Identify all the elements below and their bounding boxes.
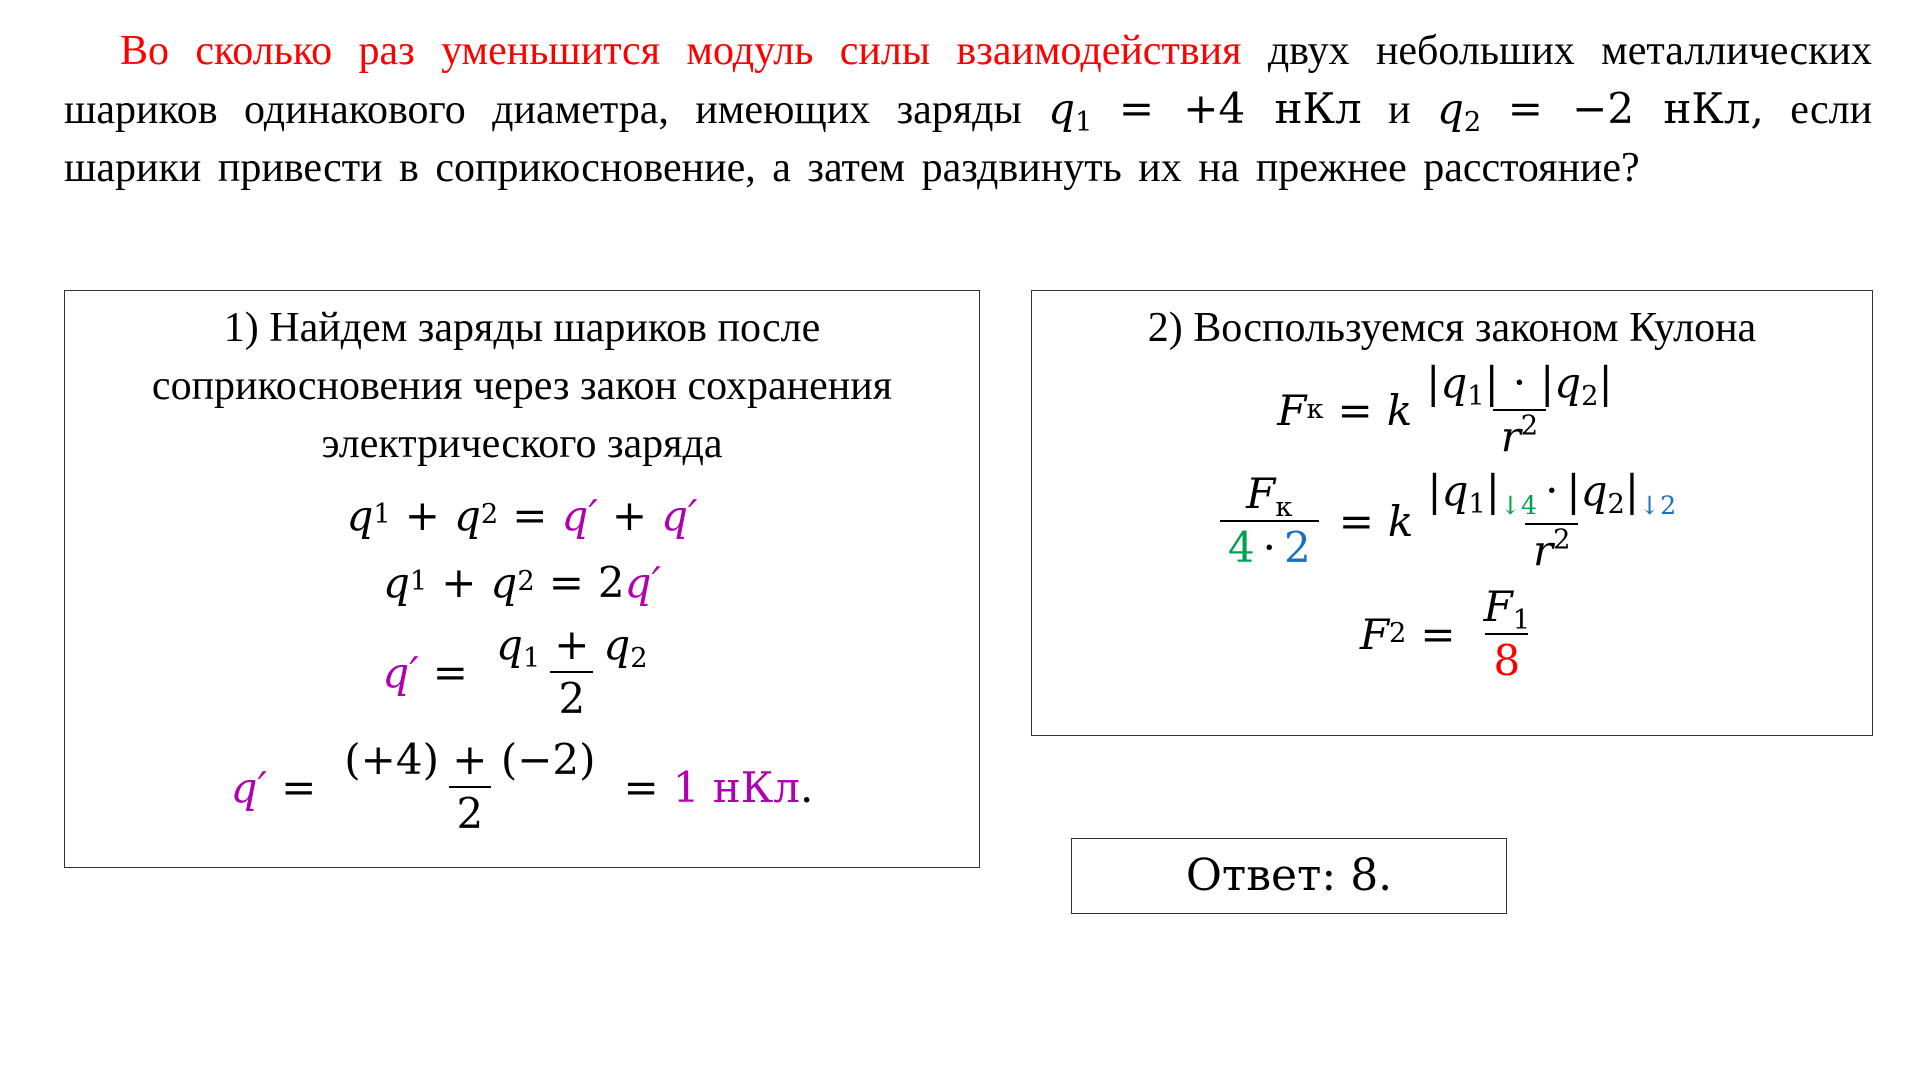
fraction-q-sum: $\frac{q_1 + q_2}{2}$ [495,619,648,723]
eq-coulomb-reduced: $\frac{F_к}{4 \cdot 2}$ = k $\frac{|q_1|_{↓4} \cdot |q_2|_{↓2}}{r^2}$ [1032,463,1872,579]
q-prime-result: 1 нКл [672,762,800,812]
problem-statement [64,22,1872,197]
problem-text-1: двух небольших металлических шариков одинакового диаметра, имеющих заряды [64,28,1872,133]
q2-symbol: $q_2$ [1437,84,1482,139]
fraction-numeric: $\frac{(+4) + (-2)}{2}$ [344,734,596,838]
answer-box [1071,838,1507,914]
eq-charge-sum: q 1 + q 2 = q′ + q′ [346,490,698,540]
eq-q-prime-value: q′ = $\frac{(+4) + (-2)}{2}$ = 1 нКл . [230,734,814,838]
step2-equations [1032,357,1872,689]
answer-text: Ответ: 8. [1185,850,1393,901]
eq-q-prime-formula: q′ = $\frac{q_1 + q_2}{2}$ [65,617,979,727]
fraction-force-result: $\frac{F_1}{8}$ [1483,581,1531,685]
step1-box [64,290,980,868]
step1-equations [65,483,979,847]
q1-symbol: $q_1$ [1048,84,1093,139]
conj-and: и [1388,87,1411,133]
step2-title: 2) Воспользуемся законом Кулона [1147,305,1757,351]
fraction-force-reduced: $\frac{F_к}{4 \cdot 2}$ [1220,470,1319,573]
fraction-coulomb: $\frac{|q_1| \cdot |q_2|}{r^2}$ [1426,357,1613,461]
problem-lead: Во сколько раз уменьшится модуль силы взаимодействия [120,28,1242,74]
eq-coulomb-law: F к = k $\frac{|q_1| \cdot |q_2|}{r^2}$ [1032,357,1872,463]
problem-text-2: если шарики привести в соприкосновение, а затем раздвинуть их на прежнее расстояние? [64,87,1873,191]
step2-box [1031,290,1873,736]
step1-title: 1) Найдем заряды шариков после соприкосновения через закон сохранения электрического заряда [151,305,893,467]
q1-value: = +4 нКл [1118,84,1362,133]
eq-charge-double: q 1 + q 2 = 2 q′ [382,557,662,607]
fraction-coulomb-reduced: $\frac{|q_1|_{↓4} \cdot |q_2|_{↓2}}{r^2}$ [1427,465,1677,575]
eq-force-result: F 2 = $\frac{F_1}{8}$ [1032,579,1872,689]
q2-value: = −2 нКл, [1507,84,1764,133]
